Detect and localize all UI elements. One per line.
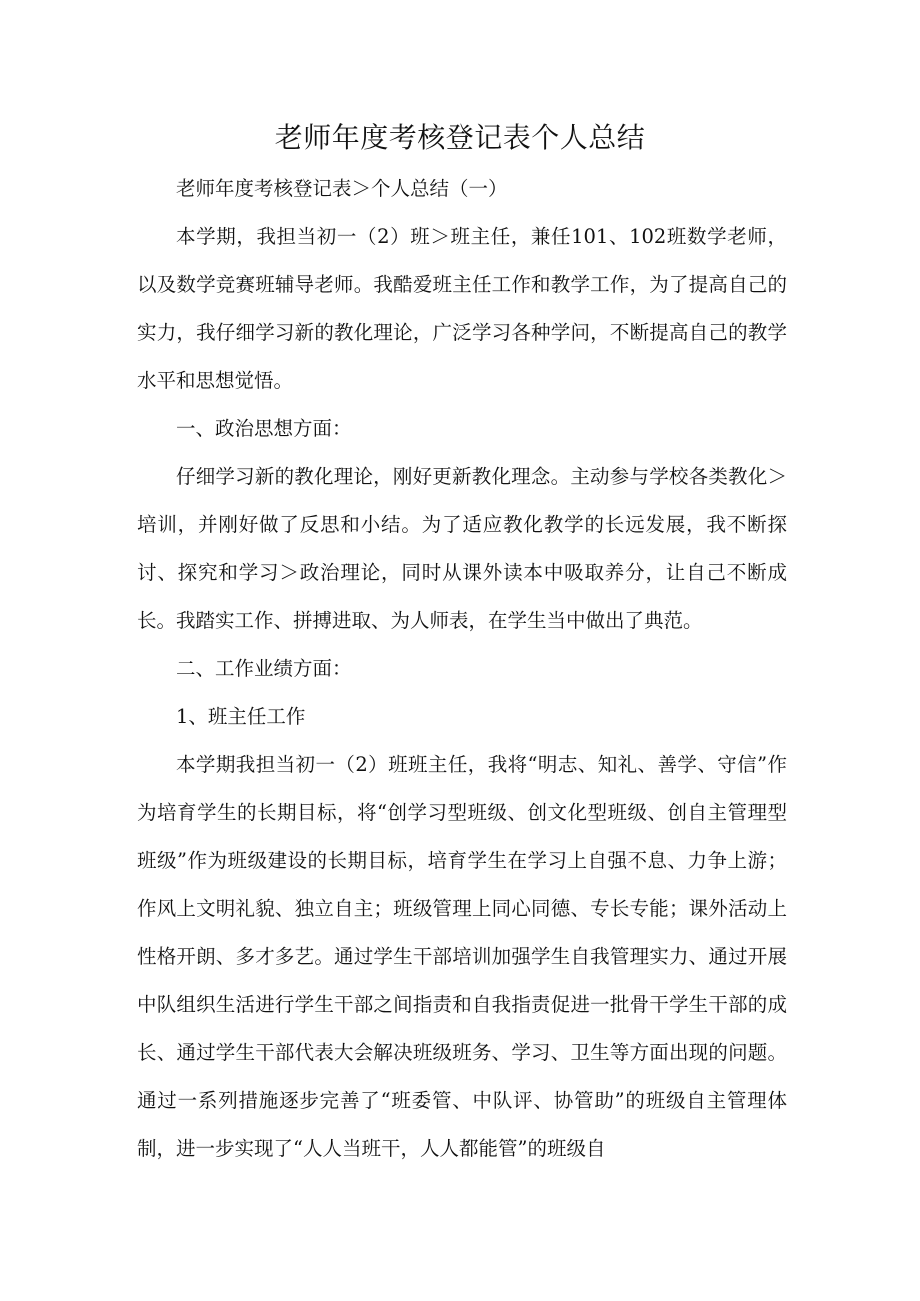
paragraph-intro: 本学期，我担当初一（2）班＞班主任，兼任101、102班数学老师，以及数学竞赛班辅导老师。我酷爱班主任工作和教学工作，为了提高自己的实力，我仔细学习新的教化理论，广泛学习各种学问，不断提高自己的教学水平和思想觉悟。 [137,225,787,392]
document-body [137,165,787,1173]
document-title: 老师年度考核登记表个人总结 [274,121,646,154]
section-heading-performance: 二、工作业绩方面： [176,657,352,680]
paragraph-subtitle: 老师年度考核登记表＞个人总结（一） [176,177,508,200]
paragraph-political: 仔细学习新的教化理论，刚好更新教化理念。主动参与学校各类教化＞培训，并刚好做了反思和小结。为了适应教化教学的长远发展，我不断探讨、探究和学习＞政治理论，同时从课外读本中吸取养分，让自己不断成长。我踏实工作、拼搏进取、为人师表，在学生当中做出了典范。 [137,465,787,632]
section-heading-political: 一、政治思想方面： [176,417,352,440]
paragraph-class-teacher: 本学期我担当初一（2）班班主任，我将“明志、知礼、善学、守信”作为培育学生的长期目标，将“创学习型班级、创文化型班级、创自主管理型班级”作为班级建设的长期目标，培育学生在学习上自强不息、力争上游；作风上文明礼貌、独立自主；班级管理上同心同德、专长专能；课外活动上性格开朗、多才多艺。通过学生干部培训加强学生自我管理实力、通过开展中队组织生活进行学生干部之间指责和自我指责促进一批骨干学生干部的成长、通过学生干部代表大会解决班级班务、学习、卫生等方面出现的问题。通过一系列措施逐步完善了“班委管、中队评、协管助”的班级自主管理体制，进一步实现了“人人当班干，人人都能管”的班级自 [137,753,787,1160]
subsection-heading-class-teacher: 1、班主任工作 [176,705,306,728]
